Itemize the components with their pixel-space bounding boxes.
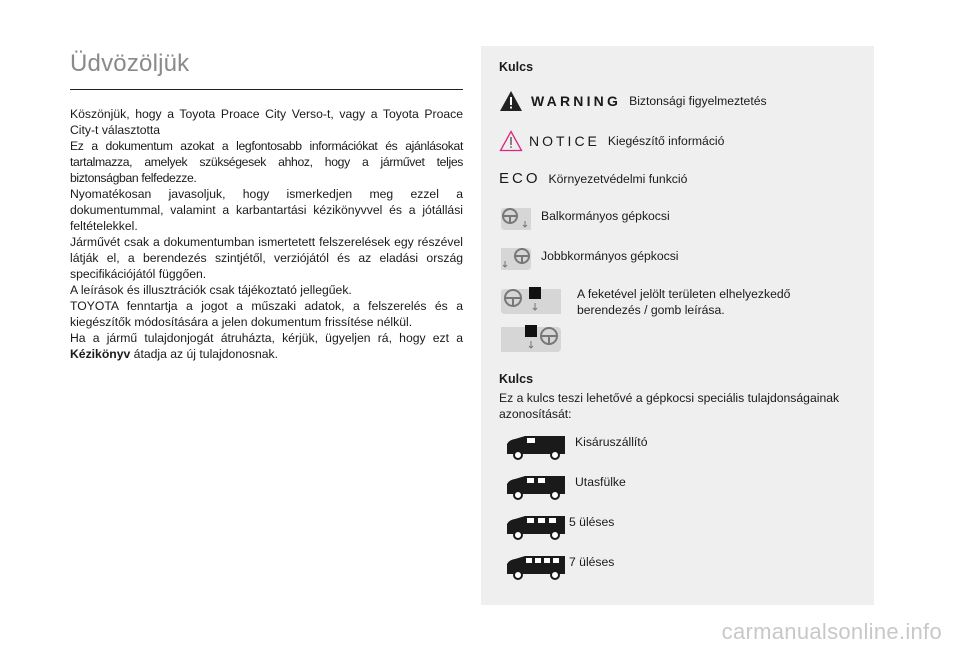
paragraph: TOYOTA fenntartja a jogot a műszaki adatok, a felszerelés és a kiegészítők módosítására a jelen dokumentum frissítése nélkül. <box>70 299 463 329</box>
warning-row <box>499 90 767 112</box>
bold-term: Kézikönyv <box>70 347 131 361</box>
paragraph-last: Ha a jármű tulajdonjogát átruházta, kérjük, ügyeljen rá, hogy ezt a Kézikönyv átadja az új tulajdonosnak. <box>70 331 463 361</box>
key-section-title: Kulcs <box>499 372 534 386</box>
warning-icon <box>499 90 523 112</box>
paragraph: Ez a dokumentum azokat a legfontosabb információkat és ajánlásokat tartalmazza, amelyek szükségesek ahhoz, hogy a járművet teljes biztonságban felfedezze. <box>70 139 463 185</box>
eco-description: Környezetvédelmi funkció <box>548 171 688 186</box>
seven-seat-icon <box>505 554 567 580</box>
vehicle-label: Utasfülke <box>575 475 626 489</box>
legend-panel <box>481 46 874 605</box>
watermark-url: carmanualsonline.info <box>721 619 942 644</box>
rhd-black-zone-icon <box>499 324 565 354</box>
lhd-description: Balkormányos gépkocsi <box>541 209 670 223</box>
notice-label: NOTICE <box>529 133 600 149</box>
rhd-description: Jobbkormányos gépkocsi <box>541 249 679 263</box>
paragraph: A leírások és illusztrációk csak tájékoztató jellegűek. <box>70 283 352 297</box>
vehicle-label: Kisáruszállító <box>575 435 648 449</box>
paragraph: Nyomatékosan javasoljuk, hogy ismerkedjen meg ezzel a dokumentummal, valamint a karbantartási kézikönyvvel és a jótállási feltételekkel. <box>70 187 463 233</box>
notice-icon <box>499 130 523 152</box>
vehicle-label: 5 üléses <box>569 515 615 529</box>
five-seat-icon <box>505 514 567 540</box>
notice-description: Kiegészítő információ <box>607 134 725 148</box>
eco-row <box>499 170 687 187</box>
legend-title: Kulcs <box>499 60 534 74</box>
intro-text <box>70 106 463 362</box>
crew-cab-icon <box>505 474 567 500</box>
eco-label: ECO <box>499 170 541 187</box>
van-icon <box>505 434 567 460</box>
notice-row <box>499 130 724 152</box>
paragraph: Köszönjük, hogy a Toyota Proace City Verso-t, vagy a Toyota Proace City-t választotta <box>70 107 463 137</box>
vehicle-label: 7 üléses <box>569 555 615 569</box>
page-title: Üdvözöljük <box>70 50 190 77</box>
paragraph: Járművét csak a dokumentumban ismertetett felszerelések egy részével látják el, a berendezés szintjétől, verziójától és az eladási ország specifikációjától függően. <box>70 235 463 281</box>
lhd-black-zone-icon <box>499 286 565 316</box>
left-column <box>70 50 463 362</box>
right-hand-drive-icon <box>499 246 533 272</box>
left-hand-drive-icon <box>499 206 533 232</box>
title-divider <box>70 89 463 90</box>
key-description: Ez a kulcs teszi lehetővé a gépkocsi speciális tulajdonságainak azonosítását: <box>499 391 840 421</box>
black-zone-description: A feketével jelölt területen elhelyezkedő berendezés / gomb leírása. <box>577 287 791 317</box>
warning-description: Biztonsági figyelmeztetés <box>629 94 767 108</box>
warning-label: WARNING <box>531 93 622 109</box>
